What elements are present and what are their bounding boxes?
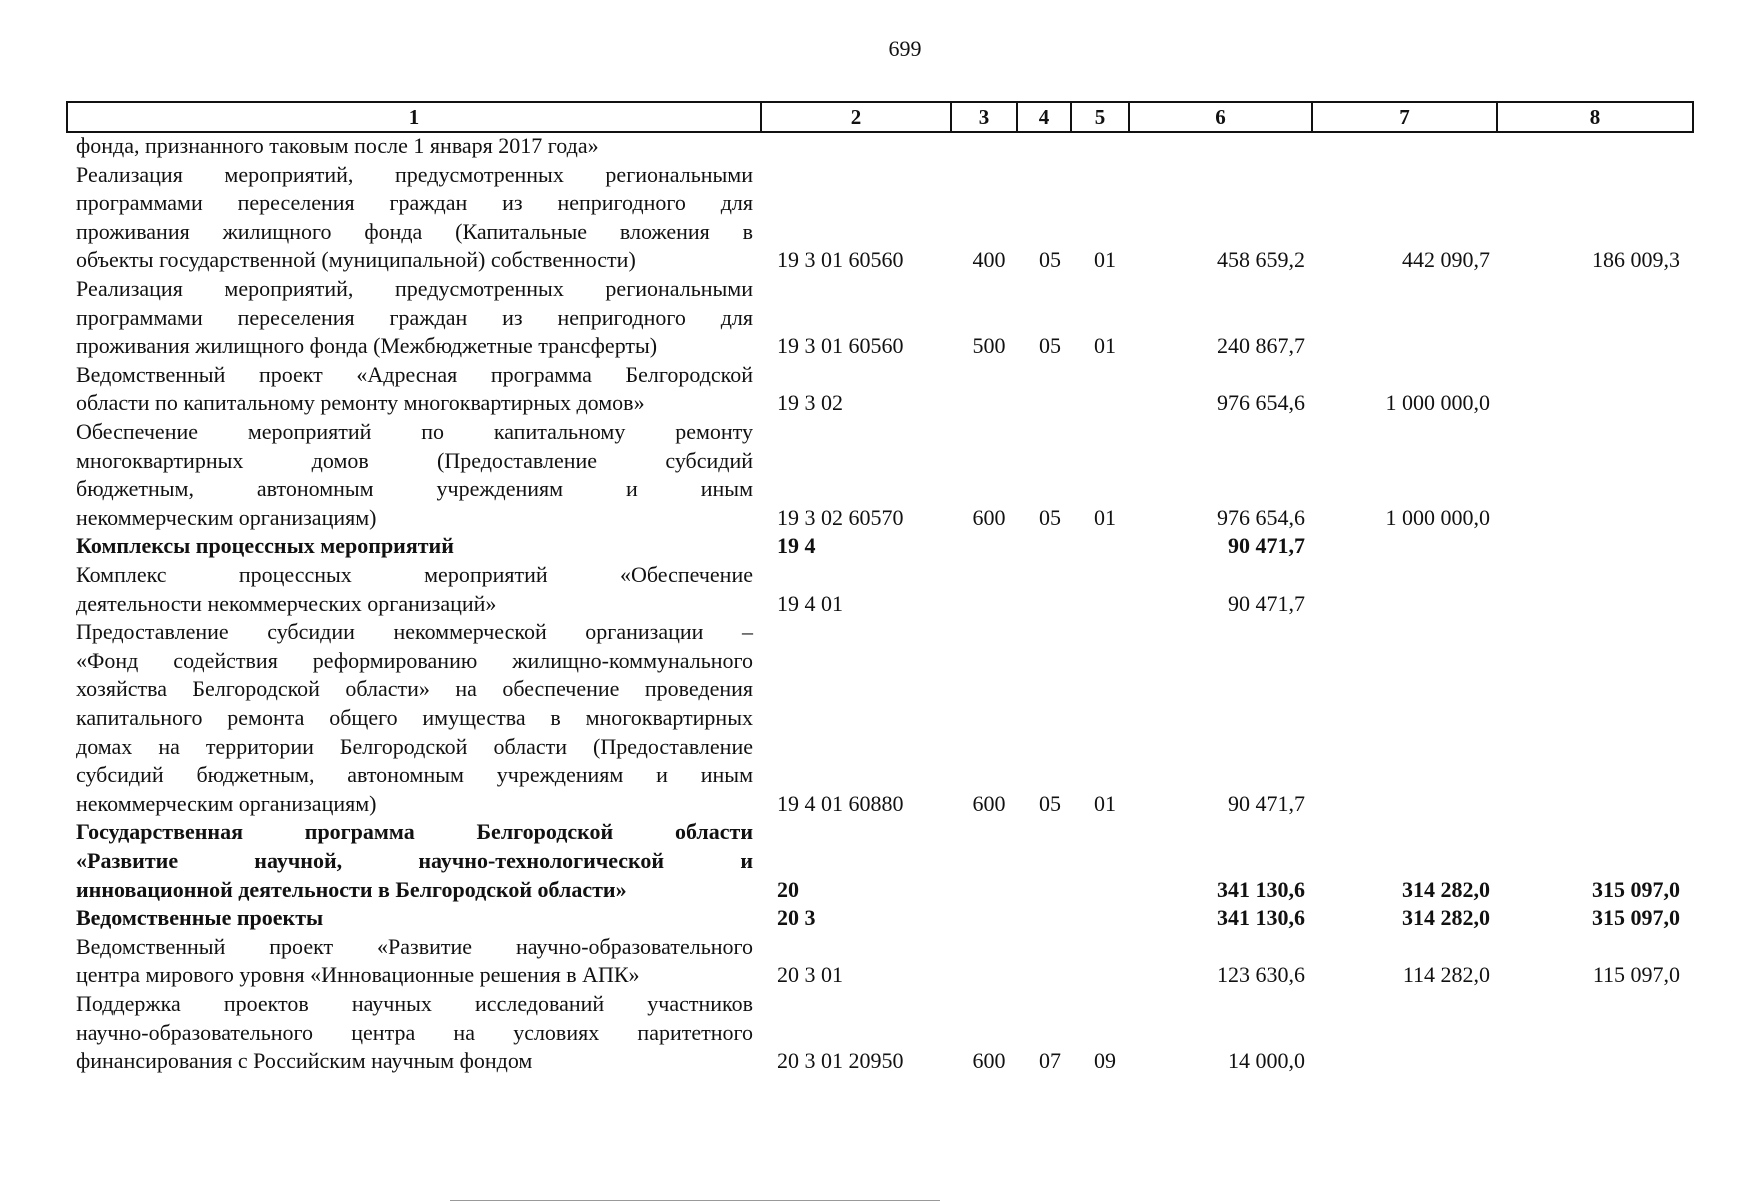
header-col-5: 5: [1071, 102, 1129, 132]
row-expense-type: 400: [972, 247, 1006, 273]
row-amount-col7: 114 282,0: [1402, 962, 1490, 988]
row-amount-col8: 315 097,0: [1592, 905, 1680, 931]
row-subsection: 01: [1094, 333, 1116, 359]
row-amount-col7: 1 000 000,0: [1385, 504, 1490, 530]
row-amount-col6: 341 130,6: [1217, 876, 1305, 902]
row-section: 05: [1039, 333, 1061, 359]
table-row: [0, 418, 1760, 532]
row-description-line: объекты государственной (муниципальной) собственности): [76, 247, 636, 273]
row-description-line: Комплекс процессных мероприятий «Обеспечение: [76, 562, 753, 587]
row-description: [76, 990, 753, 1076]
row-code: 20 3: [777, 905, 816, 931]
table-row: [0, 818, 1760, 904]
row-amount-col6: 90 471,7: [1228, 790, 1305, 816]
row-description: [76, 904, 753, 933]
row-description-line: многоквартирных домов (Предоставление субсидий: [76, 447, 753, 473]
row-description: [76, 418, 753, 532]
table-row: [0, 933, 1760, 990]
row-description-line: Государственная программа Белгородской области: [76, 819, 753, 845]
row-expense-type: 600: [972, 504, 1006, 530]
row-description: [76, 532, 753, 561]
row-expense-type: 600: [972, 1048, 1006, 1074]
header-col-3: 3: [951, 102, 1017, 132]
row-code: 19 3 01 60560: [777, 247, 904, 273]
row-description-line: программами переселения граждан из непригодного для: [76, 304, 753, 330]
row-description-line: Обеспечение мероприятий по капитальному ремонту: [76, 419, 753, 444]
page-number: 699: [888, 36, 922, 61]
table-row: [0, 132, 1760, 161]
row-subsection: 01: [1094, 247, 1116, 273]
row-description-line: субсидий бюджетным, автономным учреждениям и иным: [76, 762, 753, 788]
row-description-line: Реализация мероприятий, предусмотренных региональными: [76, 276, 753, 301]
row-description: [76, 618, 753, 818]
row-code: 19 3 01 60560: [777, 333, 904, 359]
header-col-7: 7: [1312, 102, 1497, 132]
row-amount-col8: 315 097,0: [1592, 876, 1680, 902]
row-description-line: некоммерческим организациям): [76, 504, 377, 530]
row-amount-col8: 186 009,3: [1592, 247, 1680, 273]
row-code: 20: [777, 876, 799, 902]
table-row: [0, 275, 1760, 361]
header-col-4: 4: [1017, 102, 1071, 132]
row-amount-col6: 976 654,6: [1217, 504, 1305, 530]
row-description-line: Комплексы процессных мероприятий: [76, 533, 454, 559]
row-description-line: научно-образовательного центра на условиях паритетного: [76, 1019, 753, 1045]
row-amount-col6: 458 659,2: [1217, 247, 1305, 273]
header-col-8: 8: [1497, 102, 1693, 132]
row-section: 07: [1039, 1048, 1061, 1074]
row-amount-col7: 1 000 000,0: [1385, 390, 1490, 416]
row-amount-col6: 341 130,6: [1217, 905, 1305, 931]
row-code: 19 4: [777, 533, 816, 559]
row-description: [76, 933, 753, 990]
row-code: 19 4 01: [777, 590, 843, 616]
row-subsection: 01: [1094, 790, 1116, 816]
row-section: 05: [1039, 504, 1061, 530]
table-row: [0, 532, 1760, 561]
row-description-line: программами переселения граждан из непригодного для: [76, 190, 753, 216]
row-description-line: финансирования с Российским научным фондом: [76, 1048, 533, 1074]
header-col-1: 1: [67, 102, 761, 132]
row-code: 20 3 01: [777, 962, 843, 988]
row-description-line: капитального ремонта общего имущества в многоквартирных: [76, 704, 753, 730]
row-description-line: «Фонд содействия реформированию жилищно-коммунального: [76, 647, 753, 673]
row-description-line: некоммерческим организациям): [76, 790, 377, 816]
row-amount-col7: 314 282,0: [1402, 876, 1490, 902]
row-description-line: проживания жилищного фонда (Капитальные вложения в: [76, 218, 753, 244]
row-code: 19 3 02 60570: [777, 504, 904, 530]
row-expense-type: 500: [972, 333, 1006, 359]
table-row: [0, 904, 1760, 933]
header-col-2: 2: [761, 102, 951, 132]
row-description-line: «Развитие научной, научно-технологической и: [76, 847, 753, 873]
row-description-line: бюджетным, автономным учреждениям и иным: [76, 476, 753, 502]
row-description-line: центра мирового уровня «Инновационные решения в АПК»: [76, 962, 640, 988]
row-amount-col6: 976 654,6: [1217, 390, 1305, 416]
row-amount-col6: 240 867,7: [1217, 333, 1305, 359]
row-section: 05: [1039, 247, 1061, 273]
row-description: [76, 361, 753, 418]
row-amount-col7: 314 282,0: [1402, 905, 1490, 931]
row-amount-col6: 90 471,7: [1228, 533, 1305, 559]
row-subsection: 01: [1094, 504, 1116, 530]
row-code: 20 3 01 20950: [777, 1048, 904, 1074]
row-description-line: Реализация мероприятий, предусмотренных региональными: [76, 161, 753, 187]
row-description: [76, 818, 753, 904]
table-row: [0, 990, 1760, 1076]
row-amount-col6: 123 630,6: [1217, 962, 1305, 988]
row-amount-col6: 90 471,7: [1228, 590, 1305, 616]
row-description-line: домах на территории Белгородской области (Предоставление: [76, 733, 753, 759]
row-description-line: области по капитальному ремонту многоквартирных домов»: [76, 390, 645, 416]
row-description-line: Поддержка проектов научных исследований участников: [76, 991, 753, 1016]
row-description: [76, 275, 753, 361]
row-expense-type: 600: [972, 790, 1006, 816]
header-col-6: 6: [1129, 102, 1312, 132]
row-description-line: инновационной деятельности в Белгородской области»: [76, 876, 627, 902]
row-subsection: 09: [1094, 1048, 1116, 1074]
row-description-line: Ведомственный проект «Адресная программа Белгородской: [76, 361, 753, 387]
row-description-line: Предоставление субсидии некоммерческой организации –: [76, 619, 753, 645]
row-amount-col7: 442 090,7: [1402, 247, 1490, 273]
row-description: [76, 561, 753, 618]
row-code: 19 3 02: [777, 390, 843, 416]
table-row: [0, 361, 1760, 418]
row-amount-col6: 14 000,0: [1228, 1048, 1305, 1074]
row-code: 19 4 01 60880: [777, 790, 904, 816]
table-row: [0, 161, 1760, 275]
row-description-line: Ведомственные проекты: [76, 905, 324, 931]
row-description: [76, 132, 753, 161]
row-description-line: Ведомственный проект «Развитие научно-образовательного: [76, 933, 753, 959]
row-amount-col8: 115 097,0: [1592, 962, 1680, 988]
row-description-line: хозяйства Белгородской области» на обеспечение проведения: [76, 676, 753, 702]
table-row: [0, 618, 1760, 818]
row-description-line: фонда, признанного таковым после 1 января 2017 года»: [76, 133, 599, 158]
row-description-line: проживания жилищного фонда (Межбюджетные трансферты): [76, 333, 658, 359]
table-row: [0, 561, 1760, 618]
row-description-line: деятельности некоммерческих организаций»: [76, 590, 497, 616]
row-description: [76, 161, 753, 275]
row-section: 05: [1039, 790, 1061, 816]
